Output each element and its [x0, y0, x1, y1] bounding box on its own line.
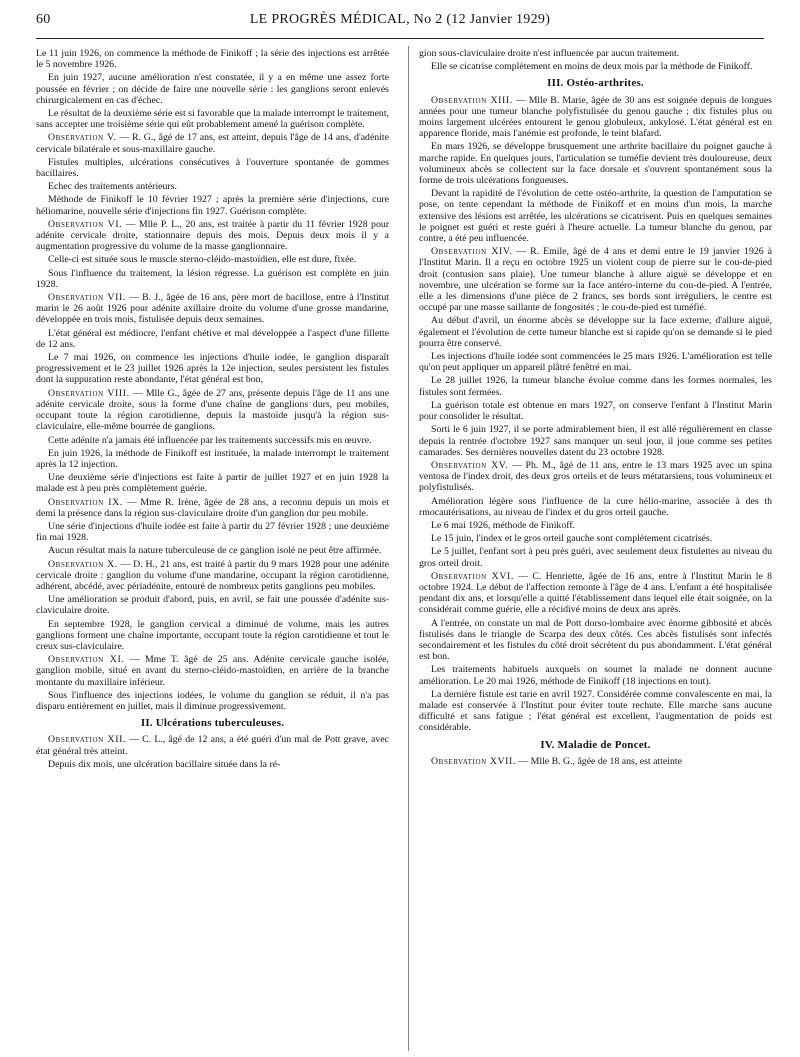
- paragraph: [36, 448, 389, 470]
- paragraph-text: — R. Emile, âgé de 4 ans et demi entre le 19 janvier 1926 à l'Institut Marin. Il a reçu en octobre 1925 un violent coup de pierre sur le cou-de-pied droit (contusion sans plaie). Une tumeur blanche à allure aiguë se développe et en novembre, une ulcération se forme sur la face antéro-interne du cou-de-pied. A l'entrée, elle a les dimensions d'une pièce de 2 francs, ses bords sont irréguliers, le centre est occupé par une masse saillante de fongosités ; le cou-de-pied est tuméfié.: [419, 246, 772, 314]
- observation-label: Observation XIII.: [431, 94, 513, 106]
- paragraph-text: gion sous-claviculaire droite n'est influencée par aucun traitement.: [419, 48, 680, 59]
- observation-paragraph: [36, 497, 389, 519]
- paragraph-text: Le 5 juillet, l'enfant sort à peu près guéri, avec seulement deux fistulettes au niveau du gros orteil droit.: [419, 546, 772, 569]
- observation-label: Observation VIII.: [48, 387, 130, 399]
- paragraph: [36, 328, 389, 350]
- paragraph: [419, 496, 772, 518]
- paragraph-text: — Ph. M., âgé de 11 ans, entre le 13 mars 1925 avec un spina ventosa de l'index droit, des deux gros orteils et de leurs métatarsiens, tous volumineux et polyfistulisés.: [419, 459, 772, 494]
- paragraph-text: Elle se cicatrise complètement en moins de deux mois par la méthode de Finikoff.: [431, 61, 753, 73]
- section-heading: [419, 78, 772, 89]
- paragraph: [419, 424, 772, 458]
- paragraph: [419, 618, 772, 663]
- paragraph-text: Sous l'influence du traitement, la lésion régresse. La guérison est complète en juin 1928.: [36, 267, 389, 290]
- observation-paragraph: [419, 756, 772, 767]
- paragraph: [419, 351, 772, 373]
- paragraph-text: Sorti le 6 juin 1927, il se porte admirablement bien, il est allé régulièrement en classe depuis la rentrée d'octobre 1927 sans manquer un seul jour, il joue comme ses petites camarades. Ses dernières nouvelles datent du 23 octobre 1928.: [419, 424, 772, 458]
- right-column: [419, 48, 772, 1053]
- paragraph: [36, 545, 389, 556]
- paragraph: [36, 690, 389, 712]
- paragraph-text: — Mlle G., âgée de 27 ans, présente depuis l'âge de 11 ans une adénite cervicale droite, sous la forme d'une chaîne de ganglions durs, peu mobiles, occupant toute la région carotidienne, depuis la mastoïde jusqu'à la région sus-claviculaire, elle-même bourrée de ganglions.: [36, 387, 389, 433]
- paragraph-text: Au début d'avril, un énorme abcès se développe sur la face externe, d'allure aiguë, également et l'évolution de cette tumeur blanche est si rapide qu'on se demande si le pied pourra être conservé.: [419, 315, 772, 349]
- paragraph: [419, 141, 772, 186]
- paragraph: [419, 520, 772, 531]
- paragraph-text: En juin 1926, la méthode de Finikoff est instituée, la malade interrompt le traitement après la 12 injection.: [36, 447, 389, 470]
- observation-paragraph: [419, 246, 772, 313]
- observation-label: Observation X.: [48, 558, 118, 570]
- paragraph-text: Les injections d'huile iodée sont commencées le 25 mars 1926. L'amélioration est telle qu'on peut appliquer un appareil plâtré fenêtré en mai.: [419, 351, 772, 374]
- paragraph-text: Depuis dix mois, une ulcération bacillaire située dans la ré-: [48, 758, 281, 770]
- paragraph: [36, 108, 389, 130]
- paragraph-text: — B. J., âgée de 16 ans, père mort de bacillose, entre à l'Institut marin le 26 août 1926 pour adénite axillaire droite du volume d'une grosse mandarine, développée en trois mois, fistulisée depuis deux semaines.: [36, 292, 389, 326]
- paragraph-text: — Mme R. Irène, âgée de 28 ans, a reconnu depuis un mois et demi la présence dans la région sus-claviculaire droite d'un ganglion dur peu mobile.: [36, 496, 389, 519]
- observation-paragraph: [36, 654, 389, 688]
- paragraph-text: Celle-ci est située sous le muscle sterno-cléido-mastoïdien, elle est dure, fixée.: [48, 254, 357, 266]
- paragraph: [419, 188, 772, 244]
- paragraph-text: Aucun résultat mais la nature tuberculeuse de ce ganglion isolé ne peut être affirmée.: [48, 545, 382, 557]
- observation-paragraph: [419, 95, 772, 140]
- paragraph-text: Une deuxième série d'injections est faite à partir de juillet 1927 et en juin 1928 la malade est à peu près complètement guérie.: [36, 472, 389, 495]
- observation-label: Observation XVI.: [431, 570, 514, 582]
- left-column: [36, 48, 389, 1053]
- paragraph: [36, 472, 389, 494]
- observation-paragraph: [419, 571, 772, 616]
- paragraph-text: Méthode de Finikoff le 10 février 1927 ; après la première série d'injections, cure héliomarine, nouvelle série d'injections fin 1927. Guérison complète.: [36, 194, 389, 217]
- paragraph-text: Une amélioration se produit d'abord, puis, en avril, se fait une poussée d'adénite sus-claviculaire droite.: [36, 594, 389, 617]
- paragraph: [419, 689, 772, 734]
- paragraph-text: La dernière fistule est tarie en avril 1927. Considérée comme convalescente en mai, la malade est conservée à l'Institut pour éviter toute rechute. Elle marche sans aucune difficulté et sans fatigue ; l'état général est excellent, l'augmentation de poids est considérable.: [419, 688, 772, 734]
- paragraph-text: Sous l'influence des injections iodées, le volume du ganglion se réduit, il n'a pas disparu entièrement en juillet, mais il diminue progressivement.: [36, 689, 389, 712]
- page-header: [36, 12, 764, 36]
- observation-label: Observation XI.: [48, 654, 125, 666]
- paragraph-text: Le 15 juin, l'index et le gros orteil gauche sont complètement cicatrisés.: [431, 533, 713, 545]
- paragraph: [419, 664, 772, 686]
- paragraph: [36, 594, 389, 616]
- paragraph: [419, 546, 772, 568]
- paragraph-text: Le 11 juin 1926, on commence la méthode de Finikoff ; la série des injections est arrêtée le 5 novembre 1926.: [36, 48, 389, 71]
- paragraph-text: — R. G., âgé de 17 ans, est atteint, depuis l'âge de 14 ans, d'adénite cervicale bilatérale et sous-maxillaire gauche.: [36, 132, 389, 155]
- section-number: II.: [140, 717, 153, 730]
- paragraph: [419, 61, 772, 72]
- observation-paragraph: [36, 132, 389, 154]
- paragraph: [36, 254, 389, 265]
- paragraph-text: Amélioration légère sous l'influence de la cure hélio-marine, associée à des th rmocautérisations, au niveau de l'index et du gros orteil gauche.: [419, 495, 772, 518]
- observation-paragraph: [36, 388, 389, 433]
- paragraph-text: A l'entrée, on constate un mal de Pott dorso-lombaire avec énorme gibbosité et abcès fistulisés dans le triangle de Scarpa des deux côtés. Ces abcès fistulisés sont infectés secondairement et les fistules du côté droit sécrètent du pus abondamment. L'état général est bon.: [419, 617, 772, 663]
- observation-label: Observation IX.: [48, 496, 123, 508]
- page-number: 60: [36, 12, 51, 27]
- paragraph-text: En septembre 1928, le ganglion cervical a diminué de volume, mais les autres ganglions forment une chaîne importante, occupant toute la région carotidienne et tout le creux sus-claviculaire.: [36, 618, 389, 652]
- paragraph-text: Devant la rapidité de l'évolution de cette ostéo-arthrite, la question de l'amputation se pose, on tente cependant la méthode de Finikoff et en moins d'un mois, la marche extensive des lésions est arrêtée, les ulcérations se cicatrisent. Puis en quelques semaines le poignet est guéri et reste guéri à l'heure actuelle. La tumeur blanche du genou, par contre, a été peu influencée.: [419, 188, 772, 245]
- paragraph-text: — Mme T. âgé de 25 ans. Adénite cervicale gauche isolée, ganglion mobile, situé en avant du sterno-cléido-mastoïdien, en arrière de la branche montante du maxillaire inférieur.: [36, 654, 389, 688]
- paragraph: [36, 352, 389, 386]
- observation-label: Observation VI.: [48, 218, 123, 230]
- section-heading: [419, 740, 772, 751]
- paragraph-text: La guérison totale est obtenue en mars 1927, on conserve l'enfant à l'Institut Marin pour consolider le résultat.: [419, 399, 772, 423]
- paragraph-text: Fistules multiples, ulcérations consécutives à l'ouverture spontanée de gommes bacillaires.: [36, 156, 389, 180]
- paragraph-text: Le 28 juillet 1926, la tumeur blanche évolue comme dans les formes normales, les fistules sont fermées.: [419, 375, 772, 398]
- observation-label: Observation XVII.: [431, 755, 516, 767]
- paragraph: [419, 533, 772, 544]
- observation-paragraph: [36, 559, 389, 593]
- observation-label: Observation XII.: [48, 734, 127, 746]
- paragraph: [36, 157, 389, 179]
- paragraph-text: Le résultat de la deuxième série est si favorable que la malade interrompt le traitement, sans accepter une troisième série qui eût probablement amené la guérison complète.: [36, 108, 389, 131]
- observation-paragraph: [36, 734, 389, 756]
- paragraph: [36, 619, 389, 653]
- paragraph-text: — Mlle B. G., âgée de 18 ans, est atteinte: [515, 755, 682, 767]
- observation-label: Observation VII.: [48, 292, 126, 304]
- paragraph: [419, 315, 772, 349]
- paragraph-text: — D. H., 21 ans, est traité à partir du 9 mars 1928 pour une adénite cervicale droite : ganglion du volume d'une mandarine, occupant la région carotidienne, adhérent, abcédé, avec périadénite, entouré de nombreux petits ganglions peu mobiles.: [36, 558, 389, 592]
- paragraph-text: Cette adénite n'a jamais été influencée par les traitements successifs mis en œuvre.: [48, 434, 372, 446]
- observation-paragraph: [36, 219, 389, 253]
- paragraph: [419, 48, 772, 59]
- observation-label: Observation XIV.: [431, 246, 513, 258]
- observation-label: Observation XV.: [431, 459, 509, 471]
- paragraph-text: Une série d'injections d'huile iodée est faite à partir du 27 février 1928 ; une deuxième fin mai 1928.: [36, 520, 389, 544]
- paragraph-text: L'état général est médiocre, l'enfant chétive et mal développée a l'aspect d'une fillette de 12 ans.: [36, 327, 389, 350]
- paragraph: [36, 268, 389, 290]
- observation-label: Observation V.: [48, 132, 117, 144]
- paragraph-text: Le 7 mai 1926, on commence les injections d'huile iodée, le ganglion disparaît progressivement et le 23 juillet 1926 après la 12e injection, seules persistent les fistules dont la suppuration reste abondante, l'état général est bon,: [36, 352, 389, 386]
- paragraph: [36, 435, 389, 446]
- paragraph-text: Echec des traitements antérieurs.: [48, 181, 177, 193]
- header-rule: [36, 38, 764, 39]
- paragraph-text: — C. L., âgé de 12 ans, a été guéri d'un mal de Pott grave, avec état général très atteint.: [36, 734, 389, 757]
- observation-paragraph: [36, 292, 389, 326]
- paragraph-text: En juin 1927, aucune amélioration n'est constatée, il y a en même une assez forte poussée en février ; on décide de faire une nouvelle série : les ganglions seront enlevés chirurgicalement en cas d'échec.: [36, 72, 389, 106]
- journal-title: LE PROGRÈS MÉDICAL, No 2 (12 Janvier 1929): [249, 12, 551, 27]
- observation-paragraph: [419, 460, 772, 494]
- section-title: Ostéo-arthrites.: [563, 77, 644, 90]
- paragraph-text: En mars 1926, se développe brusquement une arthrite bacillaire du poignet gauche à marche rapide. En quelques jours, l'articulation se tuméfie devient très douloureuse, deux volumineux abcès se collectent sur la face dorsale et s'ouvrent spontanément sous la forme de trois ulcérations fongueuses.: [419, 141, 772, 187]
- paragraph-text: — Mlle B. Marie, âgée de 30 ans est soignée depuis de longues années pour une tumeur blanche polyfistulisée du genou gauche ; dix fistules plus ou moins largement ulcérées entourent le genou globuleux, ankylosé. L'état général est en apparence floride, mais l'anémie est profonde, le teint blafard.: [419, 94, 772, 140]
- paragraph: [36, 194, 389, 216]
- section-number: IV.: [540, 738, 555, 751]
- paragraph: [36, 48, 389, 70]
- paragraph: [36, 521, 389, 543]
- section-heading: [36, 718, 389, 729]
- paragraph-text: — C. Henriette, âgée de 16 ans, entre à l'Institut Marin le 8 octobre 1924. Le début de l'affection remonte à l'âge de 4 ans. L'enfant a été hospitalisée pendant dix ans, et lorsqu'elle a quitté l'établissement dans lequel elle était soignée, on la considérait comme guérie, elle a récidivé moins de deux ans après.: [419, 570, 772, 616]
- paragraph: [36, 72, 389, 106]
- paragraph: [419, 375, 772, 397]
- section-title: Ulcérations tuberculeuses.: [152, 717, 285, 730]
- column-separator: [408, 46, 409, 1051]
- section-number: III.: [547, 77, 564, 90]
- paragraph-text: Le 6 mai 1926, méthode de Finikoff.: [431, 519, 576, 531]
- paragraph-text: — Mlle P. L., 20 ans, est traitée à partir du 11 février 1928 pour adénite cervicale droite, stationnaire depuis des mois. Depuis deux mois il y a augmentation progressive du volume de la masse ganglionnaire.: [36, 218, 389, 253]
- paragraph-text: Les traitements habituels auxquels on soumet la malade ne donnent aucune amélioration. Le 20 mai 1926, méthode de Finikoff (18 injections en tout).: [419, 664, 772, 687]
- paragraph: [36, 181, 389, 192]
- section-title: Maladie de Poncet.: [554, 738, 651, 751]
- paragraph: [36, 759, 389, 770]
- paragraph: [419, 400, 772, 422]
